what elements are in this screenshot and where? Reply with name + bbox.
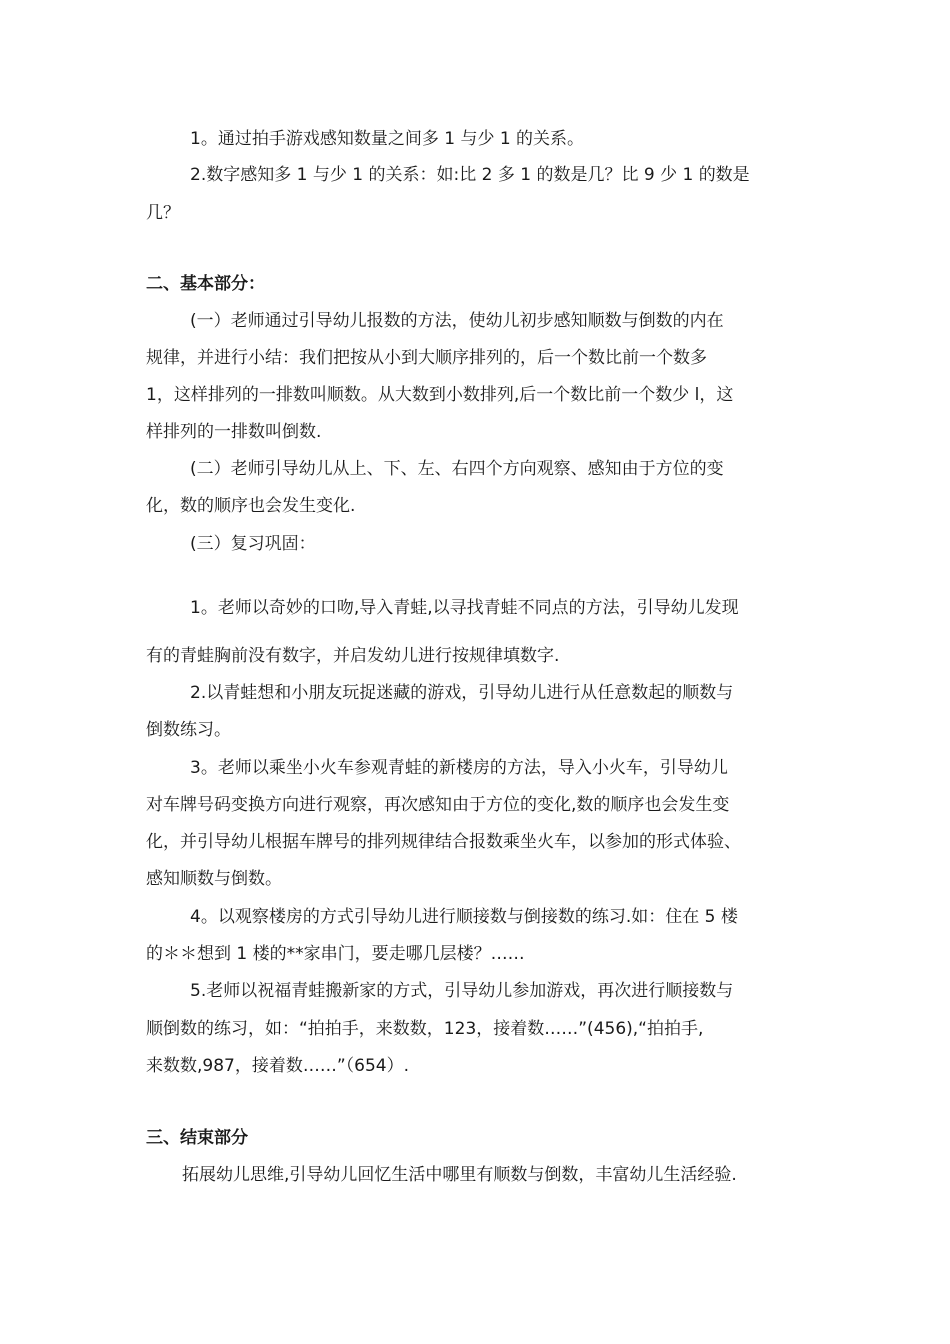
text-line: 倒数练习。 <box>146 720 231 740</box>
text-line: 有的青蛙胸前没有数字，并启发幼儿进行按规律填数字. <box>146 646 560 666</box>
text-line: (三）复习巩固： <box>190 534 316 554</box>
text-line: (一）老师通过引导幼儿报数的方法，使幼儿初步感知顺数与倒数的内在 <box>190 311 724 331</box>
text-line: 几？ <box>146 203 180 223</box>
text-line: 来数数,987，接着数……”（654）. <box>146 1056 410 1076</box>
text-line: 感知顺数与倒数。 <box>146 869 282 889</box>
text-line: 规律，并进行小结：我们把按从小到大顺序排列的，后一个数比前一个数多 <box>146 348 707 368</box>
text-line: 4。以观察楼房的方式引导幼儿进行顺接数与倒接数的练习.如：住在 5 楼 <box>190 907 738 927</box>
text-line: 3。老师以乘坐小火车参观青蛙的新楼房的方法，导入小火车，引导幼儿 <box>190 758 728 778</box>
text-line: 1。通过拍手游戏感知数量之间多 1 与少 1 的关系。 <box>190 129 585 149</box>
section-heading: 三、结束部分 <box>146 1128 248 1148</box>
text-line: 2.以青蛙想和小朋友玩捉迷藏的游戏，引导幼儿进行从任意数起的顺数与 <box>190 683 734 703</box>
text-line: 2.数字感知多 1 与少 1 的关系：如:比 2 多 1 的数是几？比 9 少 1 的数是 <box>190 165 750 185</box>
text-line: 的＊＊想到 1 楼的**家串门，要走哪几层楼？…… <box>146 944 525 964</box>
text-line: (二）老师引导幼儿从上、下、左、右四个方向观察、感知由于方位的变 <box>190 459 724 479</box>
text-line: 1。老师以奇妙的口吻,导入青蛙,以寻找青蛙不同点的方法，引导幼儿发现 <box>190 598 739 618</box>
text-line: 化，并引导幼儿根据车牌号的排列规律结合报数乘坐火车，以参加的形式体验、 <box>146 832 741 852</box>
text-line: 样排列的一排数叫倒数. <box>146 422 322 442</box>
text-line: 化，数的顺序也会发生变化. <box>146 496 356 516</box>
section-heading: 二、基本部分： <box>146 274 265 294</box>
text-line: 拓展幼儿思维,引导幼儿回忆生活中哪里有顺数与倒数，丰富幼儿生活经验. <box>182 1165 737 1185</box>
text-line: 1，这样排列的一排数叫顺数。从大数到小数排列,后一个数比前一个数少 l，这 <box>146 385 734 405</box>
text-line: 顺倒数的练习，如：“拍拍手，来数数，123，接着数……”(456),“拍拍手, <box>146 1019 704 1039</box>
text-line: 5.老师以祝福青蛙搬新家的方式，引导幼儿参加游戏，再次进行顺接数与 <box>190 981 734 1001</box>
text-line: 对车牌号码变换方向进行观察，再次感知由于方位的变化,数的顺序也会发生变 <box>146 795 730 815</box>
